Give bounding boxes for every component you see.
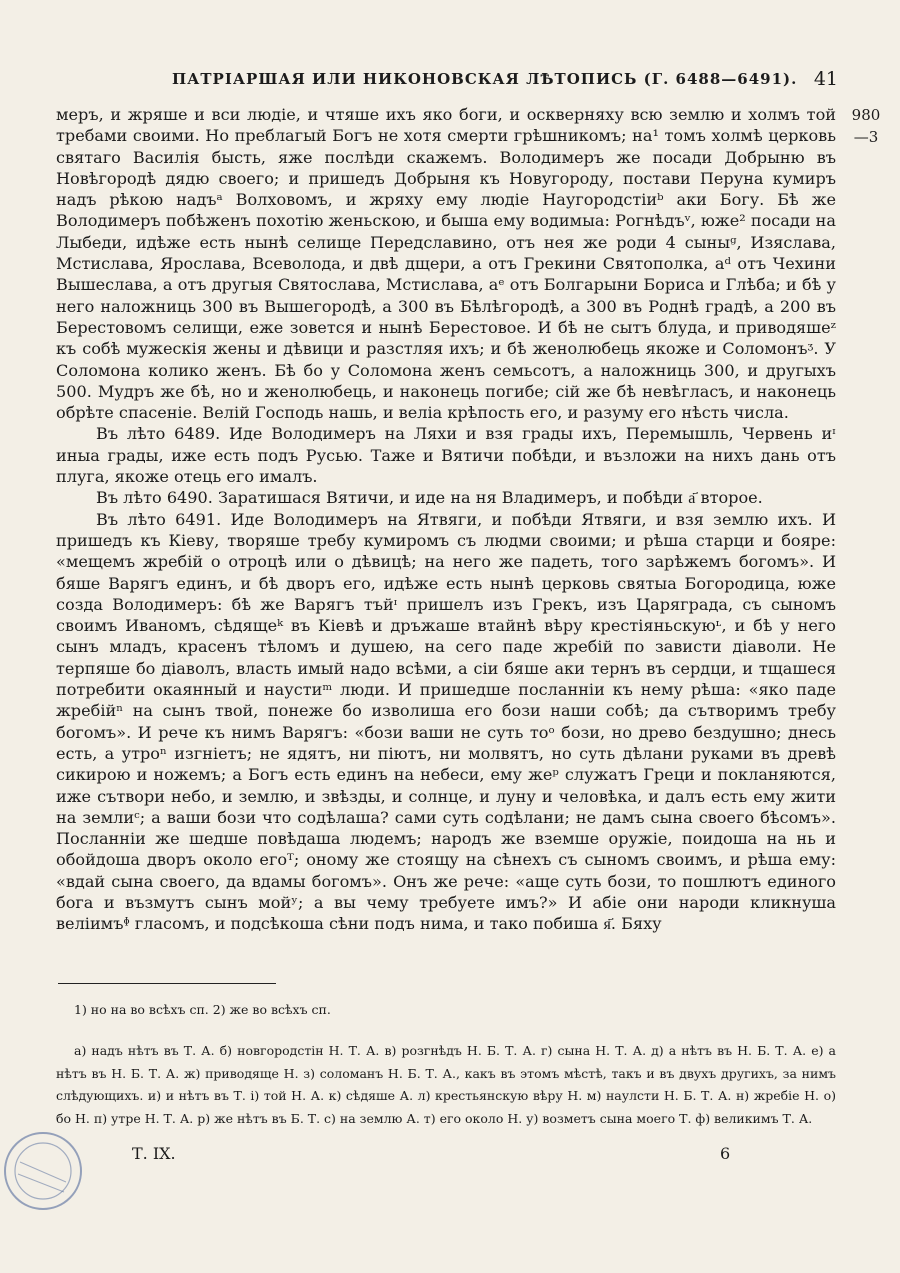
margin-year: 980 — [851, 106, 881, 124]
header-title: ПАТРІАРШАЯ ИЛИ НИКОНОВСКАЯ ЛѢТОПИСЬ (Г. 6488—6491). — [172, 70, 798, 88]
main-text — [56, 104, 836, 935]
paragraph: Въ лѣто 6489. Иде Володимеръ на Ляхи и взя грады ихъ, Перемышль, Червень иᶦ иныа грады, иже есть подъ Русью. Таже и Вятичи побѣди, и възложи на нихъ дань отъ плуга, якоже отець его ималъ. — [56, 424, 836, 487]
footnote-divider — [58, 983, 276, 984]
paragraph: Въ лѣто 6490. Заратишася Вятичи, и иде на ня Владимеръ, и побѣди а҃ второе. — [96, 488, 763, 508]
margin-year-range: —3 — [853, 128, 879, 146]
paragraph: меръ, и жряше и вси людіе, и чтяше ихъ яко боги, и оскверняху всю землю и холмъ той требами своими. Но преблагый Богъ не хотя смерти грѣшникомъ; на¹ томъ холмѣ церковь святаго Василія бысть, яже послѣди скажемъ. Володимеръ же посади Добрыню въ Новѣгородѣ дядю своего; и пришедъ Добрыня къ Новугороду, постави Перуна кумиръ надъ рѣкою надъᵃ Волховомъ, и жряху ему людіе Наугородстіиᵇ аки Богу. Бѣ же Володимеръ побѣженъ похотію женьскою, и быша ему водимыа: Рогнѣдъᵛ, юже² посади на Лыбеди, идѣже есть нынѣ селище Передславино, отъ нея же роди 4 сыныᵍ, Изяслава, Мстислава, Ярослава, Всеволода, и двѣ дщери, а отъ Грекини Святополка, аᵈ отъ Чехини Вышеслава, а отъ другыя Святослава, Мстислава, аᵉ отъ Болгарыни Бориса и Глѣба; и бѣ у него наложниць 300 въ Вышегородѣ, а 300 въ Бѣлѣгородѣ, а 300 въ Роднѣ градѣ, а 200 въ Берестовомъ селищи, еже зовется и нынѣ Берестовое. И бѣ не сытъ блуда, и приводяшеᶻ къ собѣ мужескія жены и дѣвици и разстляя ихъ; и бѣ женолюбець якоже и Соломонъᶾ. У Соломона колико женъ. Бѣ бо у Соломона женъ семьсотъ, а наложниць 300, и другыхъ 500. Мудръ же бѣ, но и женолюбець, и наконець погибе; сій же бѣ невѣгласъ, и наконець обрѣте спасеніе. Велій Господь нашь, и веліа крѣпость его, и разуму его нѣсть числа. — [56, 105, 836, 423]
running-header — [0, 66, 900, 96]
signature-mark: 6 — [720, 1144, 731, 1163]
paragraph: Въ лѣто 6491. Иде Володимеръ на Ятвяги, и побѣди Ятвяги, и взя землю ихъ. И пришедъ къ Кіеву, творяше требу кумиромъ съ людми своими; и рѣша старци и бояре: «мещемъ жребій о отроцѣ или о дѣвицѣ; на него же падеть, того зарѣжемъ богомъ». И бяше Варягъ единъ, и бѣ дворъ его, идѣже есть нынѣ церковь святыа Богородица, юже созда Володимеръ: бѣ же Варягъ тъйᶦ пришелъ изъ Грекъ, изъ Царяграда, съ сыномъ своимъ Иваномъ, сѣдящеᵏ въ Кіевѣ и дръжаше втайнѣ вѣру крестіяньскуюᶫ, и бѣ у него сынъ младъ, красенъ тѣломъ и душею, на сего паде жребій по зависти діаволи. Не терпяше бо діаволъ, власть имый надо всѣми, а сіи бяше аки тернъ въ сердци, и тщашеся потребити окаянный и наустиᵐ люди. И пришедше посланніи къ нему рѣша: «яко паде жребійⁿ на сынъ твой, понеже бо изволиша его бози наши собѣ; да сътворимъ требу богомъ». И рече къ нимъ Варягъ: «бози ваши не суть тоᵒ бози, но древо бездушно; днесь есть, а утроⁿ изгніетъ; не ядятъ, ни піютъ, ни молвятъ, но суть дѣлани руками въ древѣ сикирою и ножемъ; а Богъ есть единъ на небеси, ему жеᵖ служатъ Греци и покланяются, иже сътвори небо, и землю, и звѣзды, и солнце, и луну и человѣка, и далъ есть ему жити на землиᶜ; а ваши бози что содѣлаша? сами суть содѣлани; не дамъ сына своего бѣсомъ». Посланніи же шедше повѣдаша людемъ; народъ же вземше оружіе, поидоша на нь и обойдоша дворъ около егоᵀ; оному же стоящу на сѣнехъ съ сыномъ своимъ, и рѣша ему: «вдай сына своего, да вдамы богомъ». Онъ же рече: «аще суть бози, то пошлютъ единого бога и възмутъ сынъ мойʸ; а вы чему требуете имъ?» И абіе они народи кликнуша веліимъᶲ гласомъ, и подсѣкоша сѣни подъ нима, и тако побиша я҃. Бяху — [56, 509, 836, 934]
footnotes-numeric: 1) но на во всѣхъ сп. 2) же во всѣхъ сп. — [74, 1002, 331, 1017]
page-number: 41 — [813, 68, 838, 90]
volume-mark: Т. IX. — [132, 1144, 176, 1163]
library-stamp — [2, 1130, 84, 1212]
margin-year-note — [846, 104, 886, 148]
footnotes-lettered: а) надъ нѣтъ въ Т. А. б) новгородстін Н. Т. А. в) розгнѣдъ Н. Б. Т. А. г) сына Н. Т. А. д) а нѣтъ въ Н. Б. Т. А. е) а нѣтъ въ Н. Б. Т. А. ж) приводяще Н. з) соломанъ Н. Б. Т. А., какъ въ этомъ мѣстѣ, такъ и въ двухъ другихъ, за нимъ слѣдующихъ. и) и нѣтъ въ Т. і) той Н. А. к) сѣдяше А. л) крестьянскую вѣру Н. м) наулсти Н. Б. Т. А. н) жребіе Н. о) бо Н. п) утре Н. Т. А. р) же нѣтъ въ Б. Т. с) на землю А. т) его около Н. у) возметъ сына моего Т. ф) великимъ Т. А. — [56, 1043, 836, 1126]
